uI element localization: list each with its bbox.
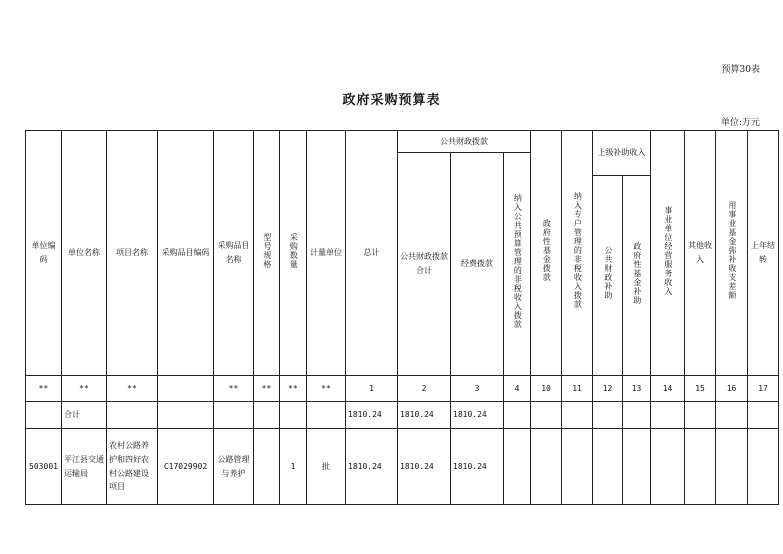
page-title: 政府采购预算表 — [342, 93, 441, 108]
index-cell: 14 — [651, 376, 685, 402]
header-spec: 型号规格 — [262, 232, 272, 269]
header-group-superior: 上级补助收入 — [593, 131, 651, 176]
index-row — [26, 376, 779, 402]
cell-project: 农村公路养护和四好农村公路建设项目 — [107, 429, 158, 505]
index-cell: 13 — [623, 376, 651, 402]
index-cell: ** — [107, 376, 158, 402]
table-code: 预算30表 — [721, 65, 760, 75]
index-cell: 3 — [451, 376, 504, 402]
cell-public-total: 1810.24 — [398, 429, 451, 505]
header-unit-code: 单位编码 — [26, 131, 62, 376]
total-total: 1810.24 — [346, 402, 398, 429]
index-cell: 12 — [593, 376, 623, 402]
header-expense: 经费拨款 — [451, 153, 504, 376]
total-expense: 1810.24 — [451, 402, 504, 429]
index-cell — [158, 376, 214, 402]
cell-measure: 批 — [307, 429, 346, 505]
header-total: 总计 — [346, 131, 398, 376]
cell-qty: 1 — [280, 429, 307, 505]
header-public-subsidy: 公共财政补助 — [603, 246, 613, 301]
index-cell: 4 — [504, 376, 531, 402]
header-qty: 采购数量 — [289, 232, 299, 269]
total-row — [26, 402, 779, 429]
total-label: 合计 — [62, 402, 107, 429]
header-carryover: 上年结转 — [748, 131, 779, 376]
index-cell: ** — [307, 376, 346, 402]
index-cell: ** — [26, 376, 62, 402]
header-project: 项目名称 — [107, 131, 158, 376]
header-other-income: 其他收入 — [685, 131, 716, 376]
header-gov-fund-subsidy: 政府性基金补助 — [632, 241, 642, 305]
index-cell: 16 — [716, 376, 748, 402]
cell-spec — [254, 429, 280, 505]
index-cell: 17 — [748, 376, 779, 402]
index-cell: 15 — [685, 376, 716, 402]
header-nontax: 纳入公共预算管理的非税收入拨款 — [513, 194, 523, 330]
header-gov-fund: 政府性基金拨款 — [542, 219, 552, 283]
cell-total: 1810.24 — [346, 429, 398, 505]
cell-unit-code: 503001 — [26, 429, 62, 505]
index-cell: ** — [254, 376, 280, 402]
index-cell: 2 — [398, 376, 451, 402]
header-special-nontax: 纳入专户管理的非税收入拨款 — [573, 192, 583, 310]
index-cell: ** — [62, 376, 107, 402]
cell-item-code: C17029902 — [158, 429, 214, 505]
cell-expense: 1810.24 — [451, 429, 504, 505]
header-row-1 — [26, 131, 779, 153]
header-measure: 计量单位 — [307, 131, 346, 376]
table-row — [26, 429, 779, 505]
header-unit-name: 单位名称 — [62, 131, 107, 376]
budget-table — [25, 130, 779, 505]
header-public-total: 公共财政拨款合计 — [398, 153, 451, 376]
header-item-name: 采购品目名称 — [214, 131, 254, 376]
unit-label: 单位:万元 — [720, 118, 760, 128]
header-business-income: 事业单位经营服务收入 — [663, 205, 673, 296]
header-group-public: 公共财政拨款 — [398, 131, 531, 153]
index-cell: 11 — [562, 376, 593, 402]
index-cell: ** — [214, 376, 254, 402]
total-public-total: 1810.24 — [398, 402, 451, 429]
cell-item-name: 公路管理与养护 — [214, 429, 254, 505]
cell-unit-name: 平江县交通运输局 — [62, 429, 107, 505]
header-fund-gap: 用事业基金弥补收支差额 — [727, 201, 737, 301]
index-cell: 10 — [531, 376, 562, 402]
index-cell: ** — [280, 376, 307, 402]
header-item-code: 采购品目编码 — [158, 131, 214, 376]
index-cell: 1 — [346, 376, 398, 402]
